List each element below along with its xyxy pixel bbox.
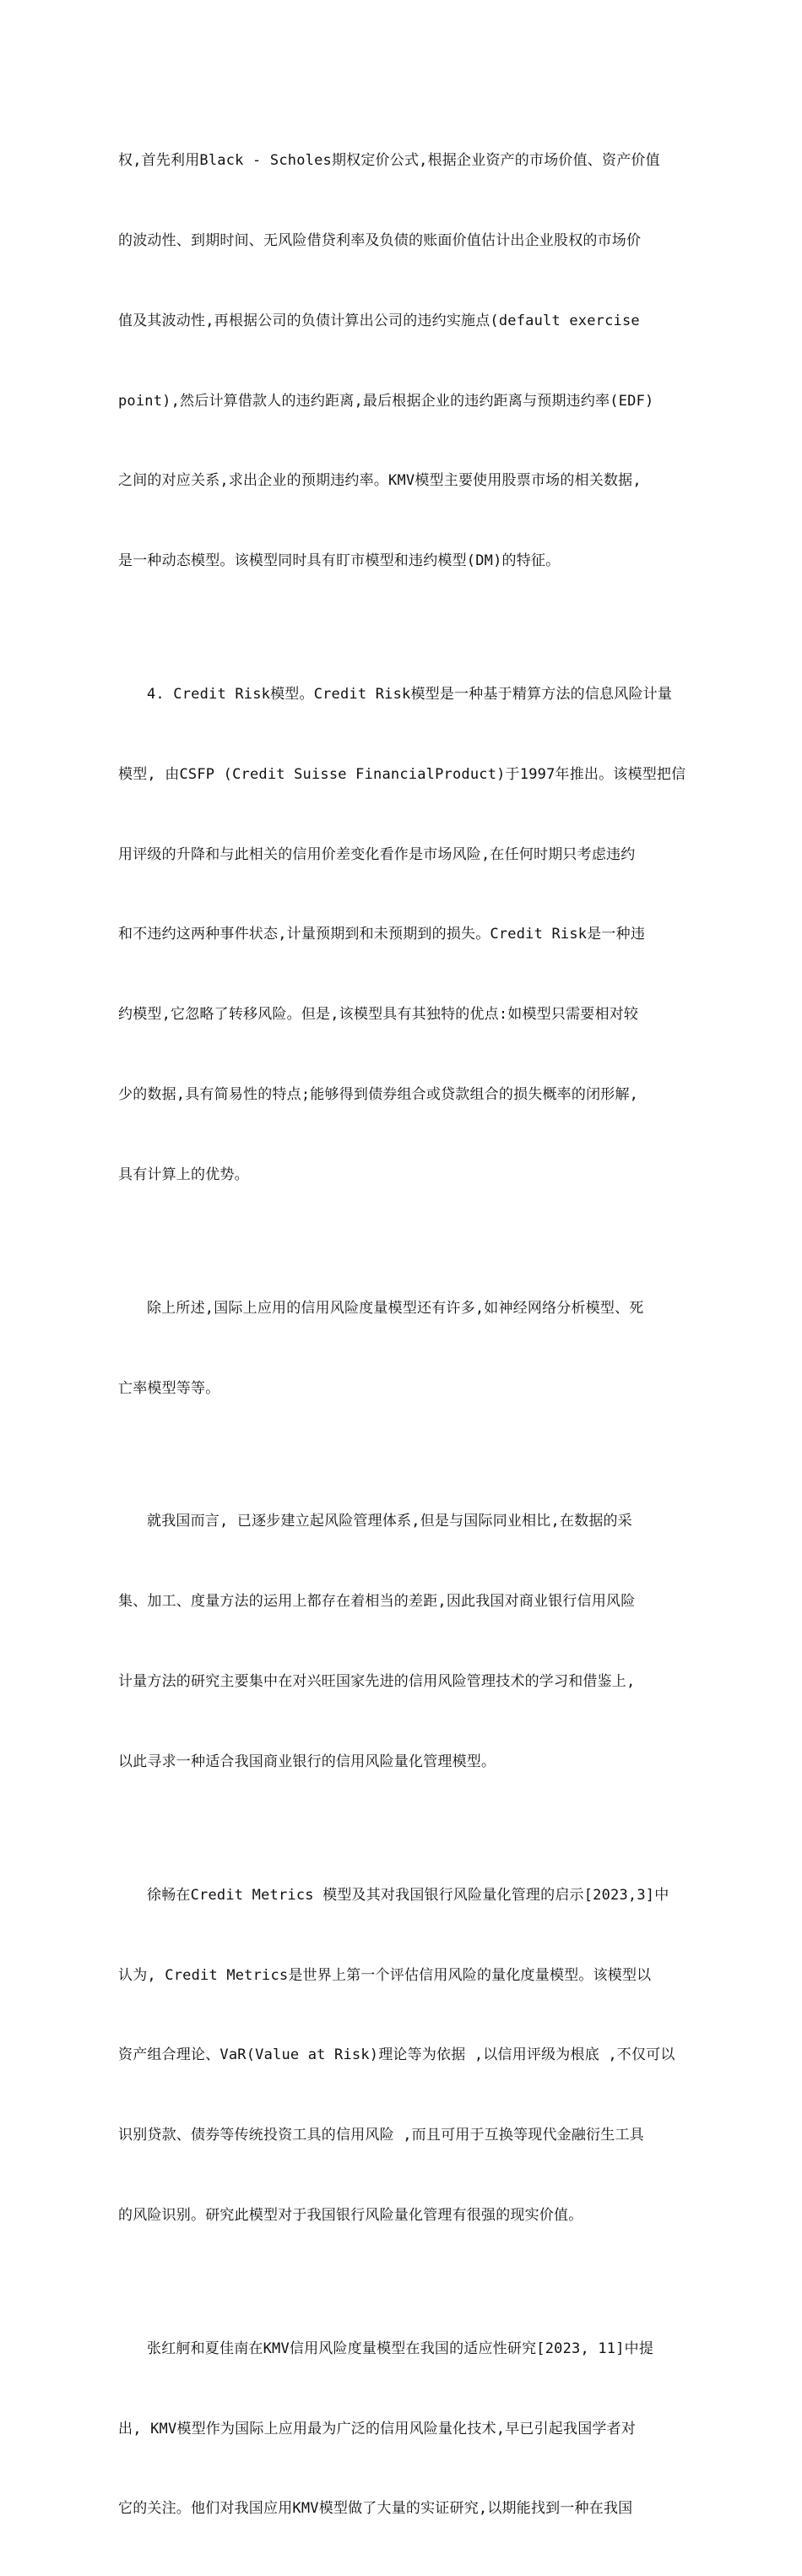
text-line: 资产组合理论、VaR(Value at Risk)理论等为依据 ,以信用评级为根底 ,不仅可以 bbox=[118, 2046, 675, 2064]
text-line: 用评级的升降和与此相关的信用价差变化看作是市场风险,在任何时期只考虑违约 bbox=[118, 845, 636, 863]
text-line: 识别贷款、债券等传统投资工具的信用风险 ,而且可用于互换等现代金融衍生工具 bbox=[118, 2127, 644, 2144]
paragraph-china-situation bbox=[118, 1455, 684, 1829]
text-line: point),然后计算借款人的违约距离,最后根据企业的违约距离与预期违约率(EDF) bbox=[118, 392, 654, 410]
text-line: 以此寻求一种适合我国商业银行的信用风险量化管理模型。 bbox=[118, 1753, 496, 1770]
document-page bbox=[118, 95, 684, 2576]
text-line: 是一种动态模型。该模型同时具有盯市模型和违约模型(DM)的特征。 bbox=[118, 552, 561, 570]
text-line: 除上所述,国际上应用的信用风险度量模型还有许多,如神经网络分析模型、死 bbox=[147, 1299, 644, 1317]
paragraph-zhang-xia bbox=[118, 2283, 684, 2576]
text-line: 模型, 由CSFP (Credit Suisse FinancialProduct)于1997年推出。该模型把信 bbox=[118, 765, 686, 783]
text-line: 的风险识别。研究此模型对于我国银行风险量化管理有很强的现实价值。 bbox=[118, 2206, 583, 2224]
text-line: 之间的对应关系,求出企业的预期违约率。KMV模型主要使用股票市场的相关数据, bbox=[118, 472, 642, 490]
paragraph-other-models bbox=[118, 1242, 684, 1456]
text-line: 计量方法的研究主要集中在对兴旺国家先进的信用风险管理技术的学习和借鉴上, bbox=[118, 1673, 636, 1691]
text-line: 的波动性、到期时间、无风险借贷利率及负债的账面价值估计出企业股权的市场价 bbox=[118, 231, 642, 249]
paragraph-kmv-continued bbox=[118, 95, 684, 628]
text-line: 少的数据,具有简易性的特点;能够得到债券组合或贷款组合的损失概率的闭形解, bbox=[118, 1085, 639, 1103]
text-line: 亡率模型等等。 bbox=[118, 1379, 220, 1397]
text-line: 徐畅在Credit Metrics 模型及其对我国银行风险量化管理的启示[2023,3]中 bbox=[147, 1886, 669, 1904]
paragraph-credit-risk-model bbox=[118, 628, 684, 1242]
text-line: 值及其波动性,再根据公司的负债计算出公司的违约实施点(default exercise bbox=[118, 312, 640, 329]
text-line: 权,首先利用Black - Scholes期权定价公式,根据企业资产的市场价值、资产价值 bbox=[118, 152, 660, 170]
text-line: 认为, Credit Metrics是世界上第一个评估信用风险的量化度量模型。该模型以 bbox=[118, 1966, 652, 1984]
text-line: 4. Credit Risk模型。Credit Risk模型是一种基于精算方法的信息风险计量 bbox=[147, 686, 673, 704]
text-line: 它的关注。他们对我国应用KMV模型做了大量的实证研究,以期能找到一种在我国 bbox=[118, 2500, 633, 2518]
text-line: 张红舸和夏佳南在KMV信用风险度量模型在我国的适应性研究[2023, 11]中提 bbox=[147, 2340, 654, 2357]
text-line: 就我国而言, 已逐步建立起风险管理体系,但是与国际同业相比,在数据的采 bbox=[147, 1513, 632, 1530]
text-line: 具有计算上的优势。 bbox=[118, 1166, 249, 1183]
paragraph-xu-chang bbox=[118, 1829, 684, 2283]
text-line: 出, KMV模型作为国际上应用最为广泛的信用风险量化技术,早已引起我国学者对 bbox=[118, 2420, 637, 2437]
text-line: 和不违约这两种事件状态,计量预期到和未预期到的损失。Credit Risk是一种违 bbox=[118, 926, 646, 943]
text-line: 集、加工、度量方法的运用上都存在着相当的差距,因此我国对商业银行信用风险 bbox=[118, 1593, 636, 1611]
text-line: 约模型,它忽略了转移风险。但是,该模型具有其独特的优点:如模型只需要相对较 bbox=[118, 1006, 639, 1024]
